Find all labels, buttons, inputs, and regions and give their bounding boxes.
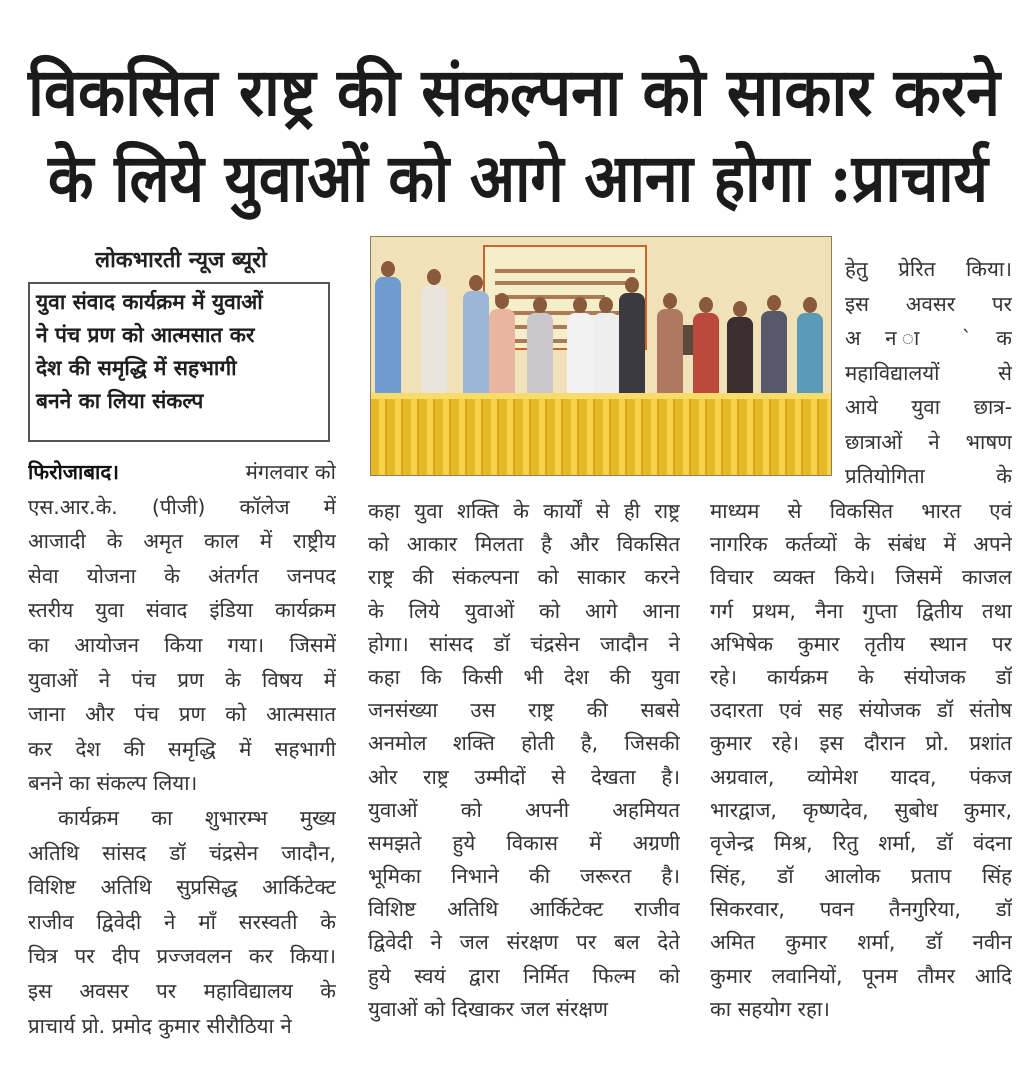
headline-text: विकसित राष्ट्र की संकल्पना को साकार करने <box>28 53 1000 131</box>
article-line: गर्ग प्रथम, नैना गुप्ता द्वितीय तथा <box>710 598 1012 623</box>
article-line: वृजेन्द्र मिश्र, रितु शर्मा, डॉ वंदना <box>710 830 1012 855</box>
article-line: विशिष्ट अतिथि आर्किटेक्ट राजीव <box>368 897 680 922</box>
article-line: बनने का संकल्प लिया। <box>28 771 198 796</box>
article-line: कुमार रहे। इस दौरान प्रो. प्रशांत <box>710 731 1012 756</box>
article-line: ओर राष्ट्र उम्मीदों से देखता है। <box>368 764 680 789</box>
article-line: द्विवेदी ने जल संरक्षण पर बल देते <box>368 930 680 955</box>
stage-table <box>371 393 831 475</box>
article-line <box>28 455 336 490</box>
article-line: अमित कुमार शर्मा, डॉ नवीन <box>710 930 1012 955</box>
article-line: नागरिक कर्तव्यों के संबंध में अपने <box>710 532 1012 557</box>
article-column-top-right <box>845 252 1012 494</box>
article-line: अग्रवाल, व्योमेश यादव, पंकज <box>710 764 1012 789</box>
article-line: भूमिका निभाने की जरूरत है। <box>368 864 680 889</box>
article-line: युवाओं ने पंच प्रण के विषय में <box>28 667 336 692</box>
article-line: सेवा योजना के अंतर्गत जनपद <box>28 563 336 588</box>
article-line: एस.आर.के. (पीजी) कॉलेज में <box>28 494 336 519</box>
article-line: कहा कि किसी भी देश की युवा <box>368 664 680 689</box>
headline-text: के लिये युवाओं को आगे आना होगा :प्राचार्य <box>48 139 988 217</box>
article-line: हुये स्वयं द्वारा निर्मित फिल्म को <box>368 963 680 988</box>
article-line: कार्यक्रम का शुभारम्भ मुख्य <box>58 805 336 830</box>
event-photo <box>370 236 832 476</box>
article-line: इस अवसर पर महाविद्यालय के <box>28 978 336 1003</box>
article-line: स्तरीय युवा संवाद इंडिया कार्यक्रम <box>28 598 336 623</box>
headline-line-2 <box>48 138 988 218</box>
article-line: छात्राओं ने भाषण <box>845 429 1012 454</box>
article-line: विशिष्ट अतिथि सुप्रसिद्ध आर्किटेक्ट <box>28 875 336 900</box>
article-line: अनमोल शक्ति होती है, जिसकी <box>368 731 680 756</box>
dateline: फिरोजाबाद। <box>28 460 119 484</box>
article-line: सिंह, डॉ आलोक प्रताप सिंह <box>710 864 1012 889</box>
article-line: का सहयोग रहा। <box>710 996 830 1021</box>
article-line: भारद्वाज, कृष्णदेव, सुबोध कुमार, <box>710 797 1012 822</box>
article-line: कहा युवा शक्ति के कार्यों से ही राष्ट्र <box>368 499 680 523</box>
article-line: महाविद्यालयों से <box>845 360 1012 385</box>
subhead-line: ने पंच प्रण को आत्मसात कर <box>36 323 255 347</box>
article-line: प्रतियोगिता के <box>845 464 1012 488</box>
article-line: अ न ा ` क <box>845 326 1012 350</box>
article-column-1 <box>28 455 336 1043</box>
article-line: जनसंख्या उस राष्ट्र की सबसे <box>368 698 680 723</box>
article-line: उदारता एवं सह संयोजक डॉ संतोष <box>710 698 1012 723</box>
article-line: रहे। कार्यक्रम के संयोजक डॉ <box>710 664 1012 689</box>
article-line: का आयोजन किया गया। जिसमें <box>28 632 336 657</box>
article-line: युवाओं को अपनी अहमियत <box>368 797 680 822</box>
article-line: अभिषेक कुमार तृतीय स्थान पर <box>710 631 1012 656</box>
article-line: सिकरवार, पवन तैनगुरिया, डॉ <box>710 897 1012 922</box>
article-text: मंगलवार को <box>245 460 336 484</box>
subheadline-box <box>28 282 330 442</box>
article-line: राष्ट्र की संकल्पना को साकार करने <box>368 565 680 590</box>
article-line: राजीव द्विवेदी ने माँ सरस्वती के <box>28 909 336 934</box>
article-line: जाना और पंच प्रण को आत्मसात <box>28 702 336 727</box>
subhead-line: बनने का लिया संकल्प <box>36 389 204 413</box>
article-column-3 <box>710 494 1012 1025</box>
article-line: के लिये युवाओं को आगे आना <box>368 598 680 623</box>
article-line: हेतु प्रेरित किया। <box>845 257 1012 281</box>
subhead-line: देश की समृद्धि में सहभागी <box>36 356 237 380</box>
article-column-2 <box>368 494 680 1025</box>
article-line: युवाओं को दिखाकर जल संरक्षण <box>368 996 608 1021</box>
article-line: होगा। सांसद डॉ चंद्रसेन जादौन ने <box>368 631 680 656</box>
byline: लोकभारती न्यूज ब्यूरो <box>95 248 267 273</box>
article-line: चित्र पर दीप प्रज्जवलन कर किया। <box>28 944 336 969</box>
article-line: आये युवा छात्र- <box>845 395 1012 419</box>
article-line: कर देश की समृद्धि में सहभागी <box>28 736 336 761</box>
article-line: को आकार मिलता है और विकसित <box>368 532 680 557</box>
headline-line-1 <box>28 52 1000 132</box>
article-line: कुमार लवानियों, पूनम तौमर आदि <box>710 963 1012 988</box>
article-line: प्राचार्य प्रो. प्रमोद कुमार सीरौठिया ने <box>28 1013 292 1038</box>
article-line: अतिथि सांसद डॉ चंद्रसेन जादौन, <box>28 840 336 865</box>
article-line: आजादी के अमृत काल में राष्ट्रीय <box>28 529 336 554</box>
subhead-line: युवा संवाद कार्यक्रम में युवाओं <box>36 290 263 314</box>
article-line: माध्यम से विकसित भारत एवं <box>710 499 1012 523</box>
article-line: विचार व्यक्त किये। जिसमें काजल <box>710 565 1012 590</box>
article-line: इस अवसर पर <box>845 291 1012 316</box>
article-line: समझते हुये विकास में अग्रणी <box>368 830 680 855</box>
